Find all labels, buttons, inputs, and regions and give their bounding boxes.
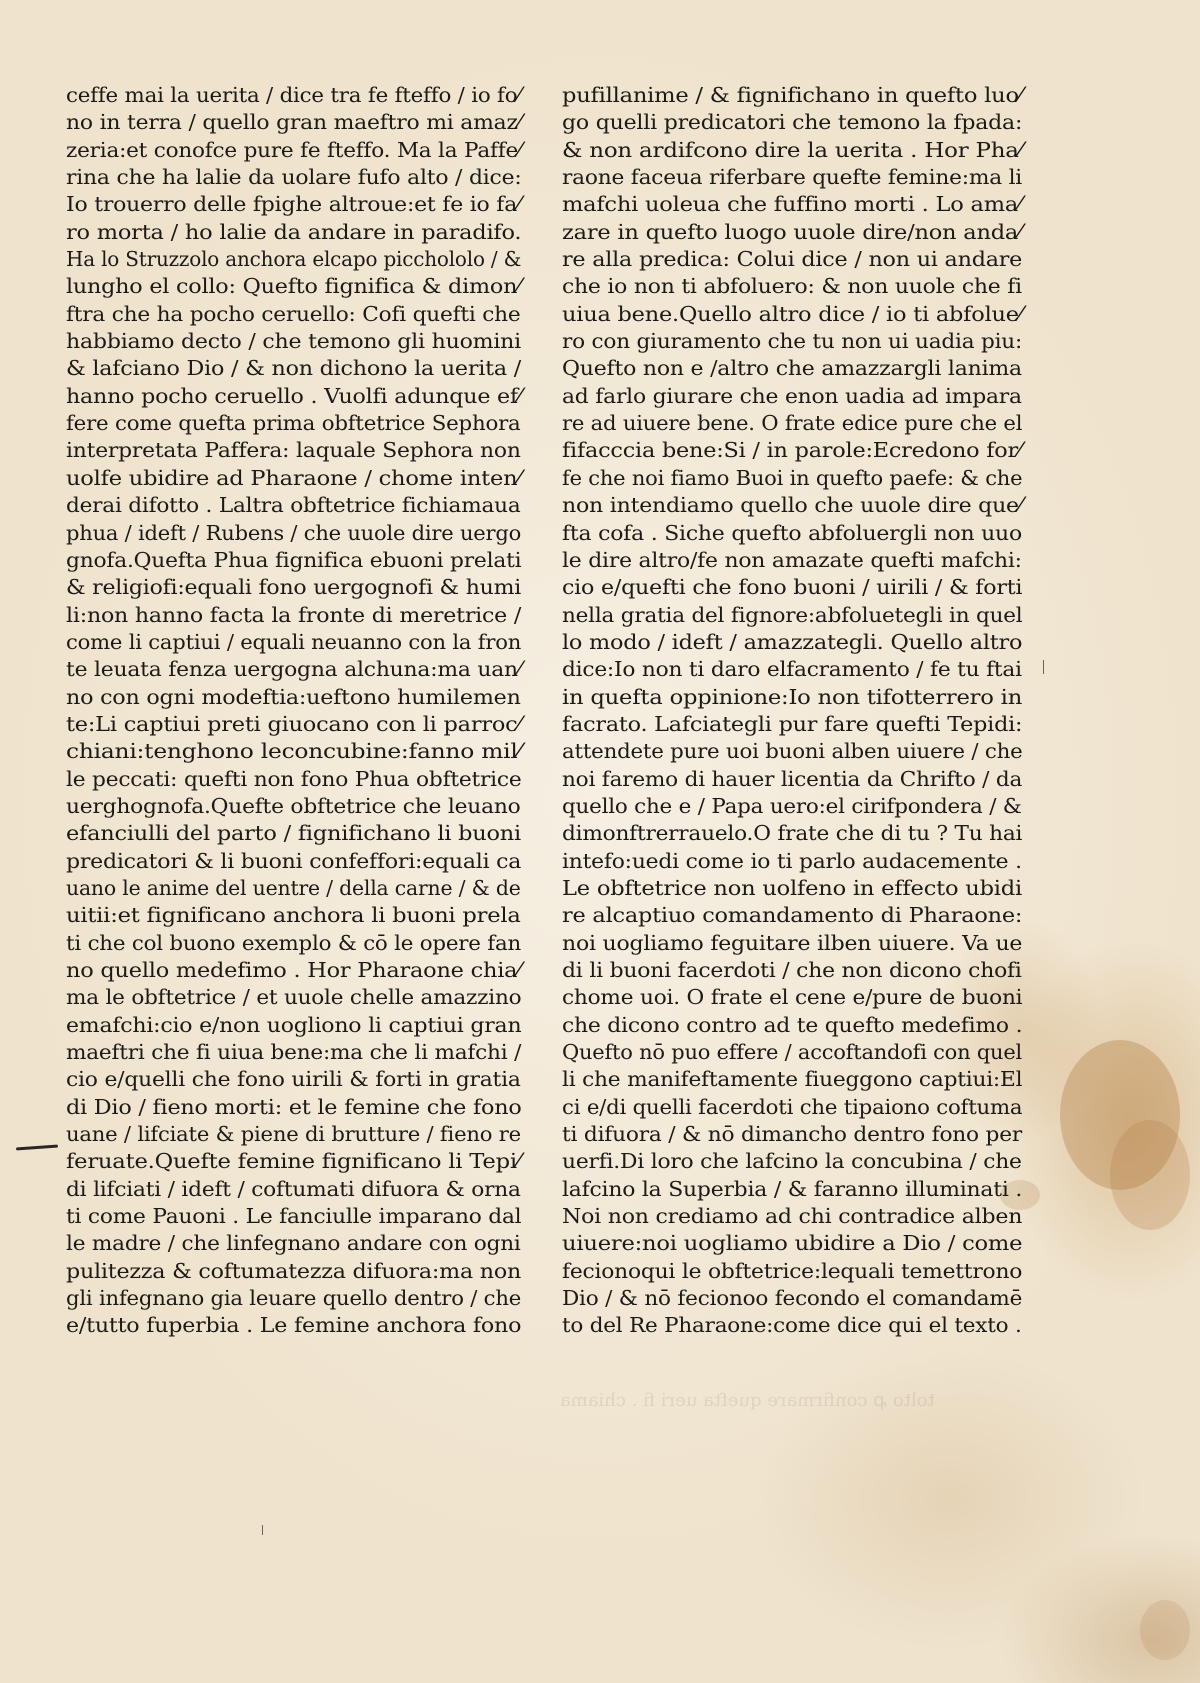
text-line: non intendiamo quello che uuole dire que⁄ xyxy=(562,493,1023,518)
text-line: & lafciano Dio / & non dichono la uerita / xyxy=(66,356,521,381)
text-line: ad farlo giurare che enon uadia ad impara xyxy=(562,383,1022,408)
text-line: uolfe ubidire ad Pharaone / chome inten⁄ xyxy=(66,465,521,490)
text-line: phua / ideft / Rubens / che uuole dire uergo xyxy=(66,520,522,545)
text-line: ti come Pauoni . Le fanciulle imparano dal xyxy=(66,1204,522,1229)
text-line: Le obftetrice non uolfeno in effecto ubidi xyxy=(562,875,1023,900)
text-line: uerfi.Di loro che lafcino la concubina / che xyxy=(562,1149,1022,1174)
text-line: & religiofi:equali fono uergognofi & humi xyxy=(66,575,522,600)
text-line: Quefto non e /altro che amazzargli lanima xyxy=(562,356,1022,381)
text-line: re alcaptiuo comandamento di Pharaone: xyxy=(562,903,1023,928)
text-line: ma le obftetrice / et uuole chelle amazzino xyxy=(66,985,522,1010)
text-line: fe che noi fiamo Buoi in quefto paefe: & che xyxy=(562,465,1023,490)
text-line: zare in quefto luogo uuole dire/non anda⁄ xyxy=(562,219,1022,244)
text-line: cio e/quefti che fono buoni / uirili / & forti xyxy=(562,575,1023,600)
text-line: chiani:tenghono leconcubine:fanno mil⁄ xyxy=(66,739,522,764)
text-line: fere come quefta prima obftetrice Sephora xyxy=(66,411,521,436)
text-line: in quefta oppinione:Io non tifotterrero in xyxy=(562,684,1023,709)
text-line: predicatori & li buoni confeffori:equali ca xyxy=(66,848,522,873)
text-line: ftra che ha pocho ceruello: Cofi quefti che xyxy=(66,301,521,326)
text-line: dimonftrerrauelo.O frate che di tu ? Tu hai xyxy=(562,821,1023,846)
text-line: come li captiui / equali neuanno con la fron xyxy=(66,629,522,654)
water-stain xyxy=(1140,1600,1190,1660)
text-line: e/tutto fuperbia . Le femine anchora fono xyxy=(66,1313,522,1338)
text-line: cio e/quelli che fono uirili & forti in gratia xyxy=(66,1067,521,1092)
text-line: no quello medefimo . Hor Pharaone chia⁄ xyxy=(66,958,521,982)
text-line: re ad uiuere bene. O frate edice pure che el xyxy=(562,411,1023,436)
text-line: le dire altro/fe non amazate quefti mafchi: xyxy=(562,547,1022,572)
text-line: gli infegnano gia leuare quello dentro / che xyxy=(66,1286,522,1311)
text-line: ci e/di quelli facerdoti che tipaiono coftuma xyxy=(562,1094,1023,1119)
text-line: fecionoqui le obftetrice:lequali temettrono xyxy=(562,1258,1023,1283)
text-line: che dicono contro ad te quefto medefimo . xyxy=(562,1012,1023,1037)
text-line: maeftri che fi uiua bene:ma che li mafchi / xyxy=(66,1040,522,1065)
text-line: mafchi uoleua che fuffino morti . Lo ama⁄ xyxy=(562,192,1022,217)
text-line: feruate.Quefte femine fignificano li Tepi⁄ xyxy=(66,1149,521,1174)
text-line: intefo:uedi come io ti parlo audacemente . xyxy=(562,848,1022,873)
margin-mark xyxy=(16,1145,58,1151)
text-line: ti che col buono exemplo & cō le opere fan xyxy=(66,930,522,955)
text-line: te leuata fenza uergogna alchuna:ma uan⁄ xyxy=(66,657,522,682)
text-line: re alla predica: Colui dice / non ui andare xyxy=(562,247,1023,272)
text-line: emafchi:cio e/non uogliono li captiui gran xyxy=(66,1012,522,1037)
text-line: Ha lo Struzzolo anchora elcapo picchololo / & xyxy=(66,247,522,272)
text-line: quello che e / Papa uero:el cirifpondera / & xyxy=(562,793,1022,818)
text-line: chome uoi. O frate el cene e/pure de buoni xyxy=(562,985,1023,1010)
text-line: le peccati: quefti non fono Phua obftetrice xyxy=(66,766,522,791)
text-line: lungho el collo: Quefto fignifica & dimon⁄ xyxy=(66,274,521,299)
text-line: che io non ti abfoluero: & non uuole che fi xyxy=(562,274,1022,299)
text-line: habbiamo decto / che temono gli huomini xyxy=(66,329,522,354)
text-line: fta cofa . Siche quefto abfoluergli non uuo xyxy=(562,520,1022,545)
text-line: derai difotto . Laltra obftetrice fichiamaua xyxy=(66,493,521,518)
text-line: uerghognofa.Quefte obftetrice che leuano xyxy=(66,793,521,818)
text-line: li che manifeftamente fiueggono captiui:El xyxy=(562,1067,1023,1092)
text-line: noi faremo di hauer licentia da Chrifto / da xyxy=(562,766,1023,791)
text-line: di Dio / fieno morti: et le femine che fono xyxy=(66,1094,522,1119)
text-line: te:Li captiui preti giuocano con li parroc⁄ xyxy=(66,711,521,736)
text-line: uitii:et fignificano anchora li buoni prela xyxy=(66,903,521,928)
text-line: pulitezza & coftumatezza difuora:ma non xyxy=(66,1258,521,1283)
text-line: & non ardifcono dire la uerita . Hor Pha⁄ xyxy=(562,137,1023,162)
right-text-column xyxy=(562,82,1022,1340)
text-line: lafcino la Superbia / & faranno illuminati . xyxy=(562,1176,1023,1201)
text-line: no in terra / quello gran maeftro mi amaz⁄ xyxy=(66,110,522,135)
text-line: Dio / & nō fecionoo fecondo el comandamē xyxy=(562,1286,1023,1311)
text-line: uiua bene.Quello altro dice / io ti abfolue⁄ xyxy=(562,301,1023,326)
text-line: di li buoni facerdoti / che non dicono chofi xyxy=(562,958,1022,982)
text-line: noi uogliamo feguitare ilben uiuere. Va ue xyxy=(562,930,1023,955)
paper-mark xyxy=(1043,660,1044,674)
text-line: gnofa.Quefta Phua fignifica ebuoni prelati xyxy=(66,547,522,572)
text-line: fifacccia bene:Si / in parole:Ecredono for⁄ xyxy=(562,438,1022,463)
text-line: Noi non crediamo ad chi contradice alben xyxy=(562,1204,1023,1229)
text-line: Quefto nō puo effere / accoftandofi con quel xyxy=(562,1040,1023,1065)
text-line: to del Re Pharaone:come dice qui el texto . xyxy=(562,1313,1022,1338)
text-line: li:non hanno facta la fronte di meretrice / xyxy=(66,602,522,627)
text-line: di lifciati / ideft / coftumati difuora & orna xyxy=(66,1176,521,1201)
text-line: pufillanime / & fignifichano in quefto luo⁄ xyxy=(562,83,1023,107)
text-line: raone faceua riferbare quefte femine:ma li xyxy=(562,165,1023,190)
text-line: uiuere:noi uogliamo ubidire a Dio / come xyxy=(562,1231,1023,1256)
text-line: attendete pure uoi buoni alben uiuere / che xyxy=(562,739,1023,764)
show-through-text: tolto ꝓ confirmare quefta ueri fi . chiama xyxy=(560,1390,935,1411)
left-text-column xyxy=(66,82,521,1340)
text-line: zeria:et conofce pure fe fteffo. Ma la Paffe⁄ xyxy=(66,137,522,162)
text-line: no con ogni modeftia:ueftono humilemen xyxy=(66,684,521,709)
text-line: hanno pocho ceruello . Vuolfi adunque ef⁄ xyxy=(66,383,522,408)
text-line: rina che ha lalie da uolare fufo alto / dice: xyxy=(66,165,522,190)
text-line: efanciulli del parto / fignifichano li buoni xyxy=(66,821,521,846)
text-line: Io trouerro delle fpighe altroue:et fe io fa⁄ xyxy=(66,192,521,217)
paper-mark xyxy=(262,1525,263,1535)
text-line: ceffe mai la uerita / dice tra fe fteffo / io fo⁄ xyxy=(66,83,521,107)
text-line: interpretata Paffera: laquale Sephora non xyxy=(66,438,521,463)
text-line: ro con giuramento che tu non ui uadia piu: xyxy=(562,329,1023,354)
text-line: dice:Io non ti daro elfacramento / fe tu ftai xyxy=(562,657,1022,682)
text-line: ti difuora / & nō dimancho dentro fono per xyxy=(562,1122,1022,1147)
text-line: nella gratia del fignore:abfoluetegli in quel xyxy=(562,602,1023,627)
water-stain xyxy=(1110,1120,1190,1230)
text-line: lo modo / ideft / amazzategli. Quello altro xyxy=(562,629,1023,654)
text-line: go quelli predicatori che temono la fpada: xyxy=(562,110,1023,135)
text-line: uano le anime del uentre / della carne / & de xyxy=(66,875,521,900)
text-line: ro morta / ho lalie da andare in paradifo. xyxy=(66,219,522,244)
text-line: facrato. Lafciategli pur fare quefti Tepidi: xyxy=(562,711,1023,736)
text-line: uane / lifciate & piene di brutture / fieno re xyxy=(66,1122,521,1147)
text-line: le madre / che linfegnano andare con ogni xyxy=(66,1231,521,1256)
